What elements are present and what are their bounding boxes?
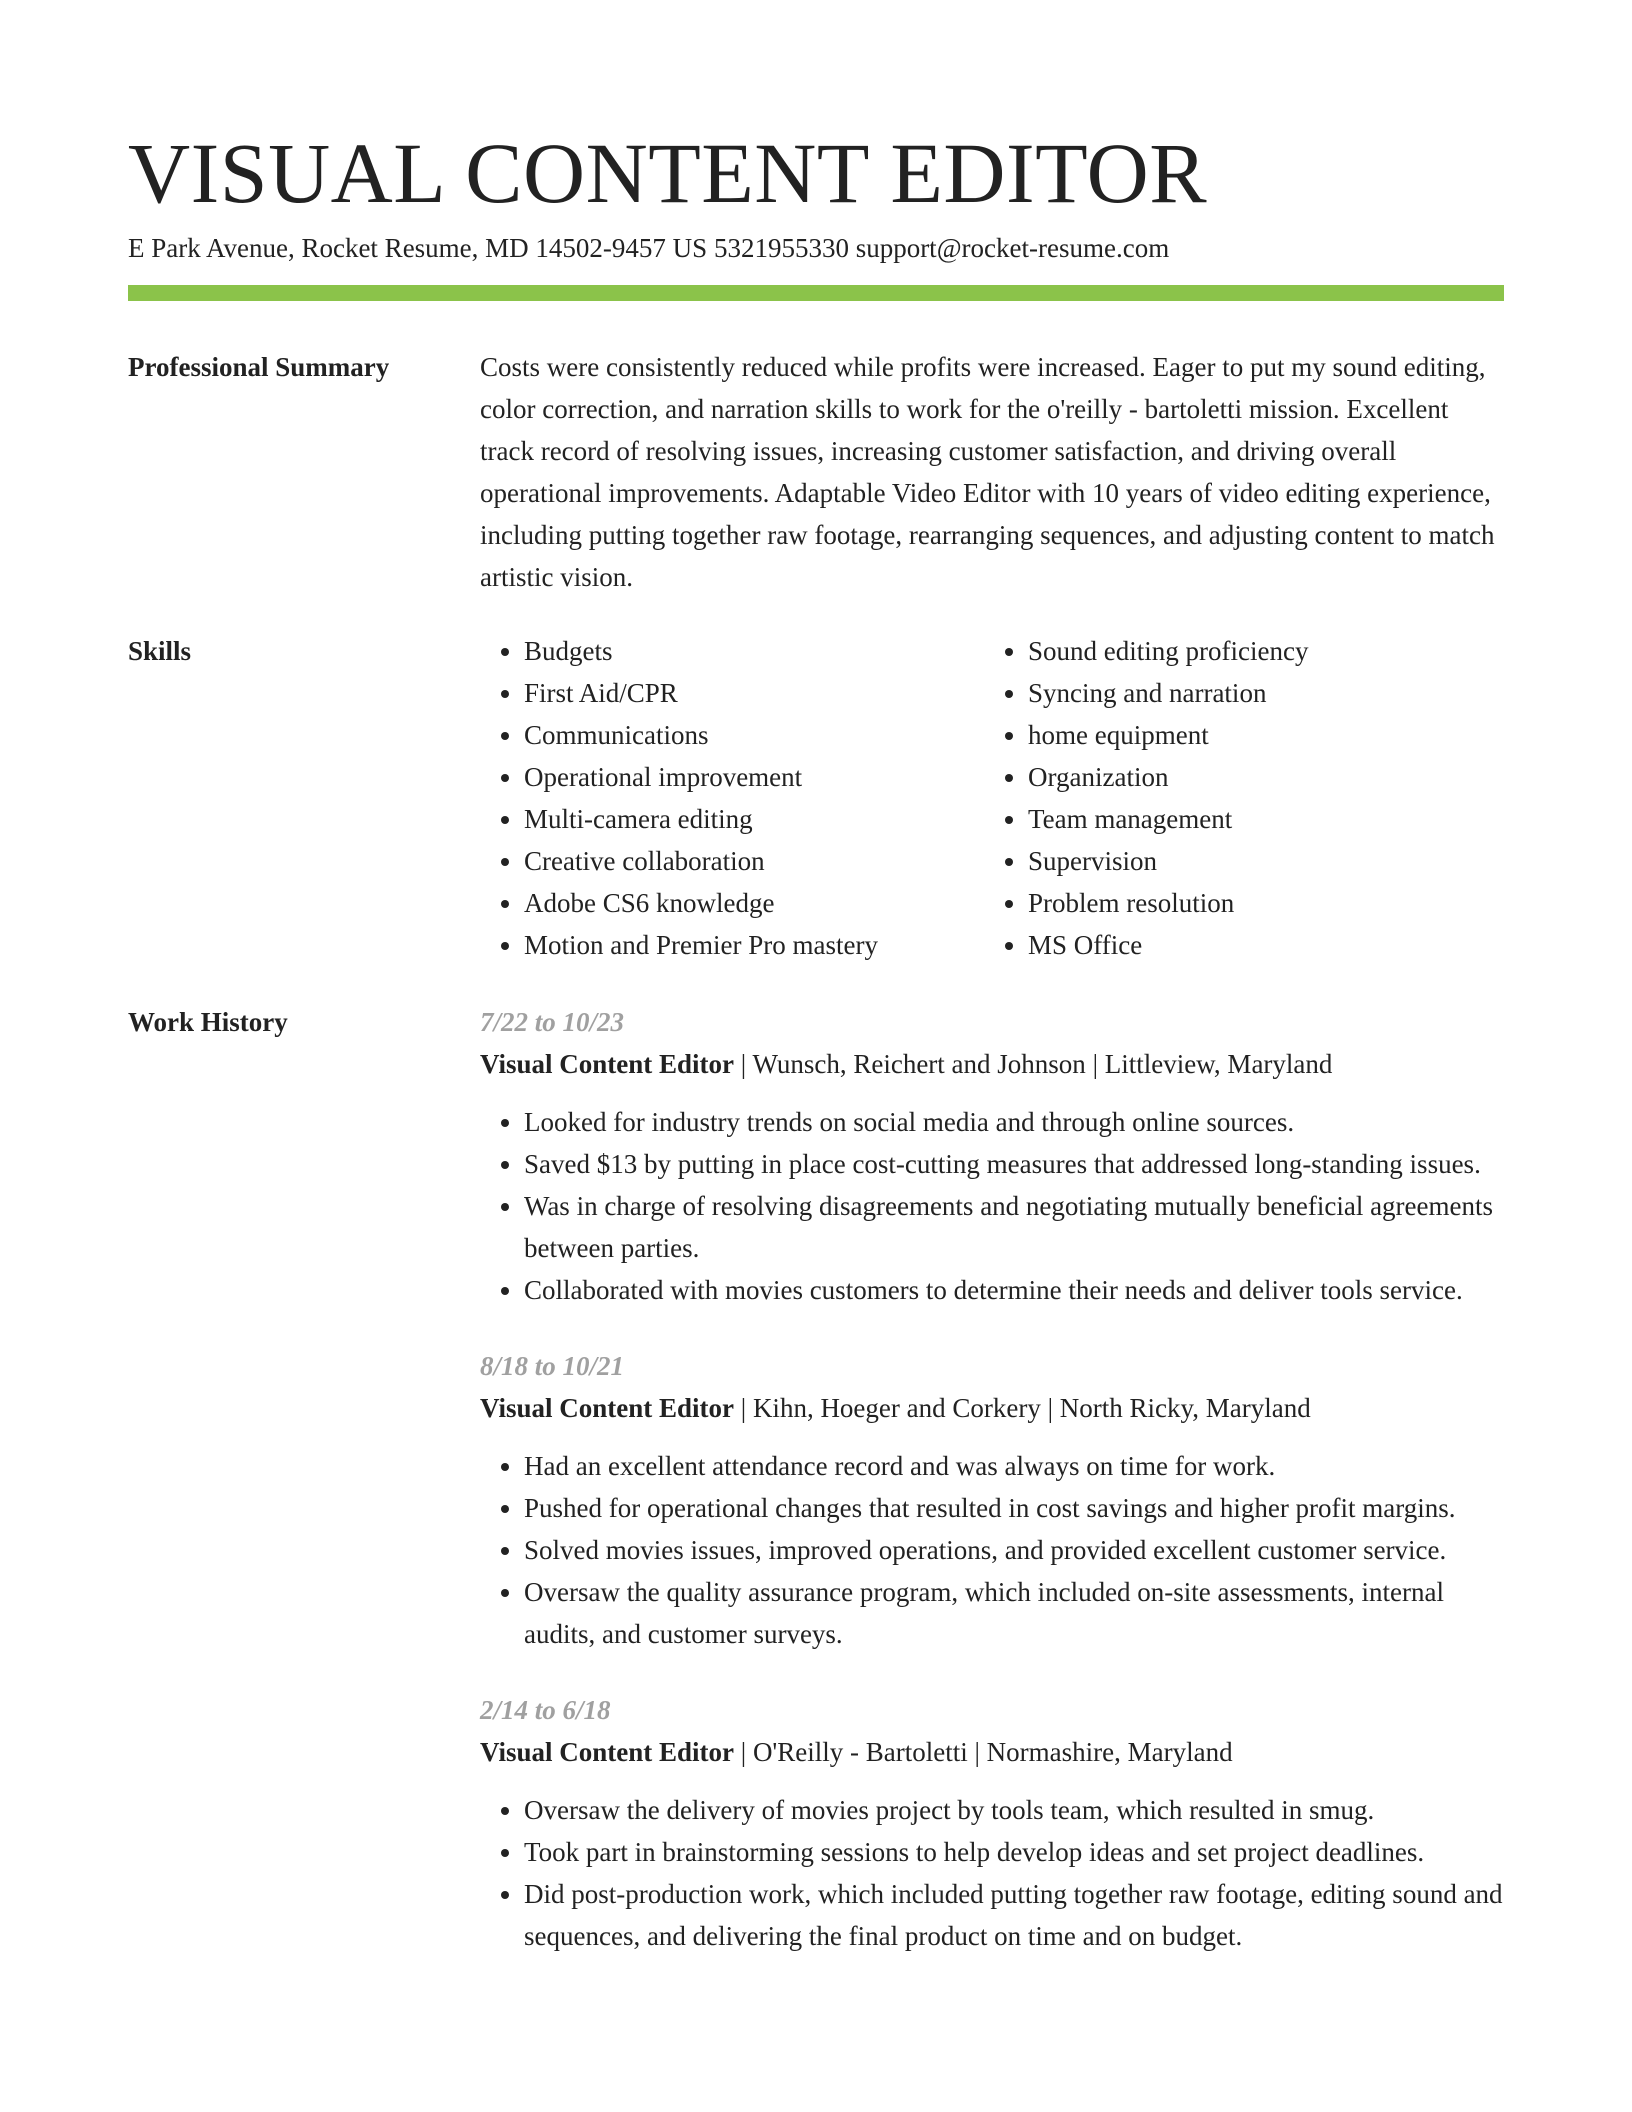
job-separator: | — [740, 1393, 747, 1423]
job-bullet: • Was in charge of resolving disagreements and negotiating mutually beneficial agreements between parties. — [524, 1185, 1504, 1269]
job-entry — [480, 1001, 1504, 1311]
skill-item: • Communications — [524, 714, 984, 756]
summary-heading: Professional Summary — [128, 352, 390, 382]
work-history-body — [480, 1001, 1504, 1991]
job-location: North Ricky, Maryland — [1059, 1393, 1311, 1423]
summary-text: Costs were consistently reduced while profits were increased. Eager to put my sound editing, color correction, and narration skills to work for the o'reilly - bartoletti mission. Excellent track record of resolving issues, increasing customer satisfaction, and driving overall operational improvements. Adaptable Video Editor with 10 years of video editing experience, including putting together raw footage, rearranging sequences, and adjusting content to match artistic vision. — [480, 352, 1495, 592]
skill-item: • Motion and Premier Pro mastery — [524, 924, 984, 966]
skill-item: • Organization — [1028, 756, 1488, 798]
job-bullet: • Oversaw the quality assurance program, which included on-site assessments, internal audits, and customer surveys. — [524, 1571, 1504, 1655]
job-bullet: • Collaborated with movies customers to determine their needs and deliver tools service. — [524, 1269, 1504, 1311]
job-dates: 7/22 to 10/23 — [480, 1007, 625, 1037]
job-location: Normashire, Maryland — [986, 1737, 1233, 1767]
job-entry — [480, 1689, 1504, 1957]
skill-item: • Adobe CS6 knowledge — [524, 882, 984, 924]
job-bullet: • Looked for industry trends on social media and through online sources. — [524, 1101, 1504, 1143]
skills-list-left — [480, 630, 984, 966]
job-title-line — [480, 1387, 1504, 1429]
skill-item: • Multi-camera editing — [524, 798, 984, 840]
skill-item: • Supervision — [1028, 840, 1488, 882]
job-bullet-list — [480, 1789, 1504, 1957]
skill-item: • MS Office — [1028, 924, 1488, 966]
skill-item: • Sound editing proficiency — [1028, 630, 1488, 672]
skill-item: • Operational improvement — [524, 756, 984, 798]
accent-divider — [128, 285, 1504, 301]
job-bullet: • Saved $13 by putting in place cost-cutting measures that addressed long-standing issues. — [524, 1143, 1504, 1185]
job-bullet-list — [480, 1445, 1504, 1655]
job-bullet: • Solved movies issues, improved operations, and provided excellent customer service. — [524, 1529, 1504, 1571]
work-history-heading: Work History — [128, 1007, 288, 1037]
skill-item: • Team management — [1028, 798, 1488, 840]
skills-columns — [480, 630, 1504, 966]
job-company: Kihn, Hoeger and Corkery — [752, 1393, 1041, 1423]
job-title: Visual Content Editor — [480, 1737, 735, 1767]
skills-list-right — [984, 630, 1488, 966]
skill-item: • home equipment — [1028, 714, 1488, 756]
contact-email: support@rocket-resume.com — [855, 233, 1170, 263]
job-bullet-list — [480, 1101, 1504, 1311]
contact-address: E Park Avenue, Rocket Resume, MD 14502-9457 US — [128, 233, 708, 263]
job-separator: | — [740, 1049, 747, 1079]
resume-name-heading: VISUAL CONTENT EDITOR — [128, 125, 1208, 221]
job-bullet: • Pushed for operational changes that resulted in cost savings and higher profit margins. — [524, 1487, 1504, 1529]
job-separator: | — [974, 1737, 980, 1767]
contact-phone: 5321955330 — [713, 233, 849, 263]
skill-item: • Problem resolution — [1028, 882, 1488, 924]
job-bullet: • Took part in brainstorming sessions to help develop ideas and set project deadlines. — [524, 1831, 1504, 1873]
skills-heading: Skills — [128, 636, 192, 666]
skills-body — [480, 630, 1504, 966]
job-title-line — [480, 1043, 1504, 1085]
skill-item: • Budgets — [524, 630, 984, 672]
contact-line — [128, 230, 1169, 266]
summary-body — [480, 346, 1504, 598]
job-title: Visual Content Editor — [480, 1049, 735, 1079]
job-dates: 2/14 to 6/18 — [480, 1695, 611, 1725]
job-entry — [480, 1345, 1504, 1655]
job-bullet: • Had an excellent attendance record and was always on time for work. — [524, 1445, 1504, 1487]
job-separator: | — [1047, 1393, 1054, 1423]
job-title: Visual Content Editor — [480, 1393, 735, 1423]
job-company: O'Reilly - Bartoletti — [752, 1737, 968, 1767]
job-dates: 8/18 to 10/21 — [480, 1351, 625, 1381]
job-company: Wunsch, Reichert and Johnson — [752, 1049, 1086, 1079]
skill-item: • Creative collaboration — [524, 840, 984, 882]
job-bullet: • Oversaw the delivery of movies project by tools team, which resulted in smug. — [524, 1789, 1504, 1831]
job-location: Littleview, Maryland — [1104, 1049, 1333, 1079]
job-separator: | — [1092, 1049, 1098, 1079]
skill-item: • Syncing and narration — [1028, 672, 1488, 714]
skill-item: • First Aid/CPR — [524, 672, 984, 714]
job-bullet: • Did post-production work, which included putting together raw footage, editing sound and sequences, and delivering the final product on time and on budget. — [524, 1873, 1504, 1957]
job-separator: | — [740, 1737, 747, 1767]
job-title-line — [480, 1731, 1504, 1773]
